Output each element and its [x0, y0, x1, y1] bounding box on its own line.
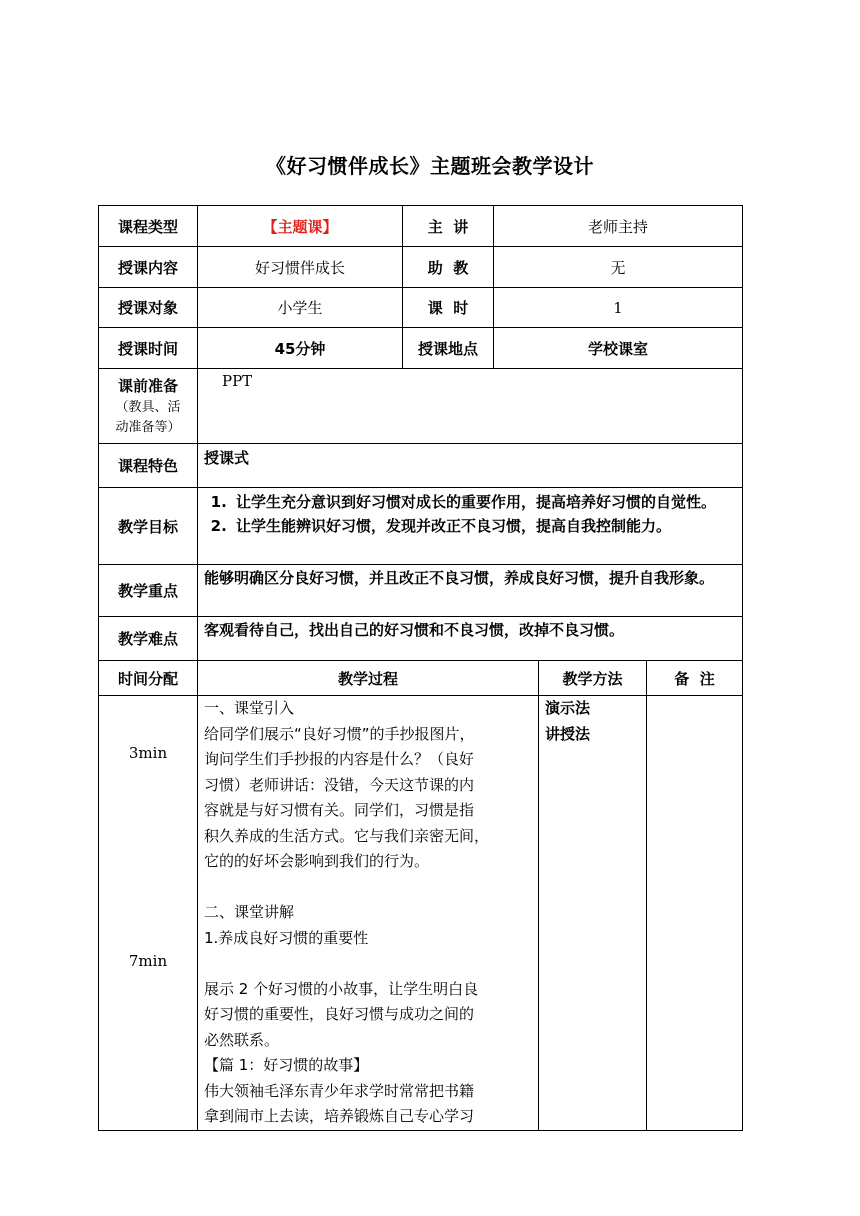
prep-sublabel-2: 动准备等）: [115, 420, 181, 435]
prep-sublabel-1: （教具、活: [115, 400, 181, 415]
feature-value: 授课式: [198, 444, 743, 488]
audience-value: 小学生: [198, 288, 403, 328]
method-1: 演示法: [545, 699, 591, 717]
process-line: 拿到闹市上去读，培养锻炼自己专心学习: [204, 1107, 475, 1125]
prep-value: PPT: [198, 369, 743, 444]
prep-label-cell: [99, 369, 198, 444]
row-process: [99, 696, 743, 1131]
row-audience: [99, 288, 743, 328]
row-goals: [99, 488, 743, 565]
process-line: 展示 2 个好习惯的小故事，让学生明白良: [204, 979, 479, 998]
periods-label: 课 时: [403, 288, 494, 328]
header-note: 备 注: [647, 661, 743, 696]
row-key-points: [99, 565, 743, 617]
process-line: 1.养成良好习惯的重要性: [204, 928, 369, 947]
row-time: [99, 328, 743, 369]
header-method: 教学方法: [539, 661, 647, 696]
process-note-cell: [647, 696, 743, 1131]
header-process: 教学过程: [198, 661, 539, 696]
process-line: 必然联系。: [204, 1030, 280, 1049]
row-process-header: [99, 661, 743, 696]
process-content-cell: [198, 696, 539, 1131]
process-line: 【篇 1：好习惯的故事】: [204, 1056, 369, 1074]
feature-label: 课程特色: [99, 444, 198, 488]
goal-item-2: 2. 让学生能辨识好习惯，发现并改正不良习惯，提高自我控制能力。: [232, 514, 736, 538]
lecturer-label: 主 讲: [403, 206, 494, 247]
goals-cell: [198, 488, 743, 565]
periods-value: 1: [494, 288, 743, 328]
row-prep: [99, 369, 743, 444]
header-time: 时间分配: [99, 661, 198, 696]
course-type-value: 【主题课】: [198, 206, 403, 247]
method-2: 讲授法: [545, 724, 591, 743]
process-line: [204, 951, 532, 977]
process-line: 伟大领袖毛泽东青少年求学时常常把书籍: [204, 1081, 475, 1100]
process-line: 习惯）老师讲话：没错，今天这节课的内: [204, 775, 475, 794]
lecturer-value: 老师主持: [494, 206, 743, 247]
process-line: 好习惯的重要性，良好习惯与成功之间的: [204, 1005, 475, 1023]
process-line: [204, 875, 532, 901]
row-course-type: [99, 206, 743, 247]
content-value: 好习惯伴成长: [198, 247, 403, 288]
row-difficulties: [99, 617, 743, 661]
location-label: 授课地点: [403, 328, 494, 369]
process-method-cell: [539, 696, 647, 1131]
process-line: 询问学生们手抄报的内容是什么？（良好: [204, 750, 475, 768]
time-value: 45分钟: [198, 328, 403, 369]
key-points-value: 能够明确区分良好习惯，并且改正不良习惯，养成良好习惯，提升自我形象。: [198, 565, 743, 617]
time-slot-2: 7min: [128, 952, 168, 970]
assistant-label: 助 教: [403, 247, 494, 288]
process-line: 积久养成的生活方式。它与我们亲密无间，: [204, 826, 490, 845]
course-type-label: 课程类型: [99, 206, 198, 247]
difficulties-value: 客观看待自己，找出自己的好习惯和不良习惯，改掉不良习惯。: [198, 617, 743, 661]
row-feature: [99, 444, 743, 488]
process-line: 它的的好坏会影响到我们的行为。: [204, 852, 430, 870]
time-label: 授课时间: [99, 328, 198, 369]
audience-label: 授课对象: [99, 288, 198, 328]
goal-item-1: 1. 让学生充分意识到好习惯对成长的重要作用，提高培养好习惯的自觉性。: [232, 490, 736, 514]
process-line: 二、课堂讲解: [204, 903, 295, 921]
page-title: 《好习惯伴成长》主题班会教学设计: [266, 154, 594, 178]
process-time-cell: [99, 696, 198, 1131]
process-line: 给同学们展示“良好习惯”的手抄报图片，: [204, 724, 475, 743]
row-content: [99, 247, 743, 288]
process-line: 容就是与好习惯有关。同学们，习惯是指: [204, 801, 475, 819]
content-label: 授课内容: [99, 247, 198, 288]
location-value: 学校课室: [494, 328, 743, 369]
process-lines: [204, 696, 532, 1130]
goals-label: 教学目标: [99, 488, 198, 565]
key-points-label: 教学重点: [99, 565, 198, 617]
goals-list: [204, 490, 736, 538]
lesson-plan-table: [98, 205, 743, 1131]
prep-label: 课前准备: [117, 377, 178, 395]
assistant-value: 无: [494, 247, 743, 288]
process-line: 一、课堂引入: [204, 699, 295, 717]
time-slot-1: 3min: [128, 744, 168, 762]
difficulties-label: 教学难点: [99, 617, 198, 661]
